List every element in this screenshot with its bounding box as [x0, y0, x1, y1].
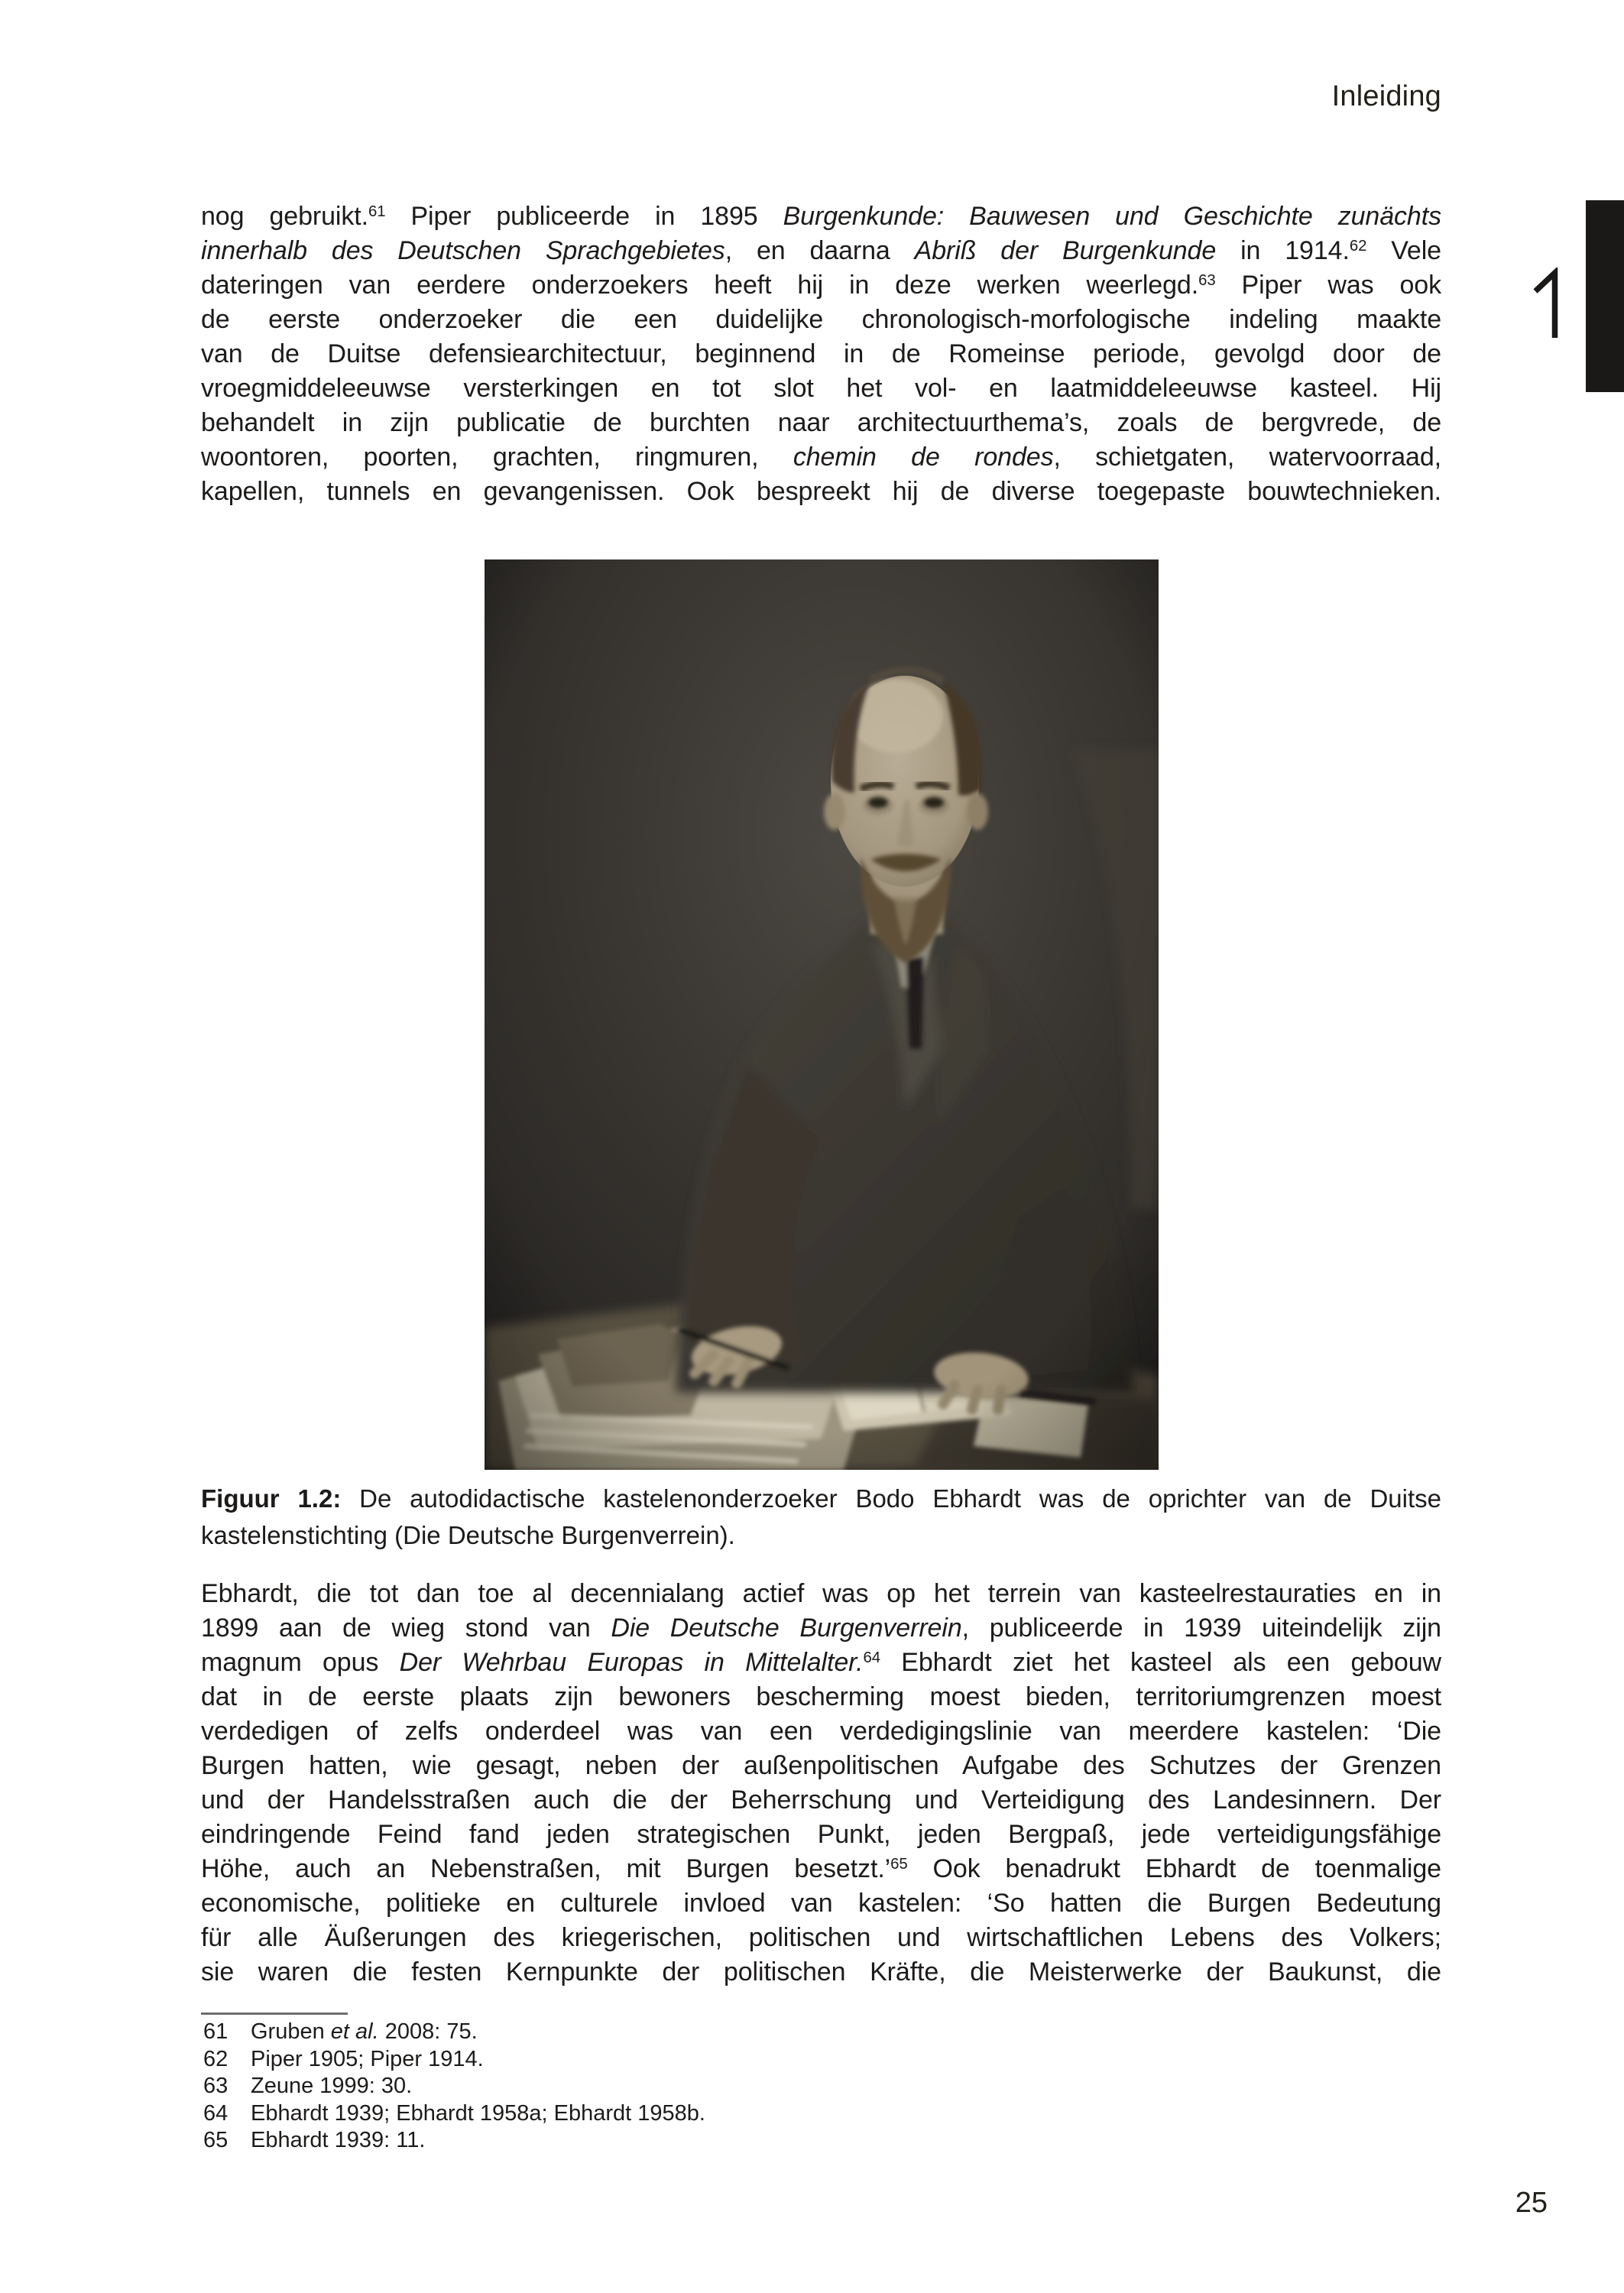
footnote-item: 63 Zeune 1999: 30. — [203, 2074, 413, 2099]
text-line: magnum opus Der Wehrbau Europas in Mittelalter.$^{64}$ Ebhardt ziet het kasteel als een gebouw — [201, 1648, 1442, 1677]
figure-photo-bodo-ebhardt — [485, 559, 1159, 1470]
text-line: dateringen van eerdere onderzoekers heeft hij in deze werken weerlegd.$^{63}$ Piper was ook — [201, 271, 1442, 300]
running-header: Inleiding — [1331, 80, 1441, 112]
page-number: 25 — [1515, 2187, 1548, 2219]
text-line: dat in de eerste plaats zijn bewoners bescherming moest bieden, territoriumgrenzen moest — [201, 1682, 1441, 1711]
text-line: innerhalb des Deutschen Sprachgebietes, en daarna Abriß der Burgenkunde in 1914.62 Vele — [201, 236, 1441, 265]
text-line: 1899 aan de wieg stond van Die Deutsche Burgenverrein, publiceerde in 1939 uiteindelijk zijn — [201, 1614, 1441, 1643]
footnote-item: 61 Gruben et al. 2008: 75. — [203, 2019, 478, 2044]
footnote-separator-rule — [201, 2012, 348, 2015]
text-line: vroegmiddeleeuwse versterkingen en tot slot het vol- en laatmiddeleeuwse kasteel. Hij — [201, 374, 1441, 403]
text-line: sie waren die festen Kernpunkte der politischen Kräfte, die Meisterwerke der Baukunst, die — [201, 1957, 1441, 1987]
text-line: woontoren, poorten, grachten, ringmuren, chemin de rondes, schietgaten, watervoorraad, — [201, 443, 1441, 472]
text-line: economische, politieke en culturele invloed van kastelen: ‘So hatten die Burgen Bedeutung — [201, 1889, 1441, 1918]
text-line: kastelenstichting (Die Deutsche Burgenverrein). — [201, 1521, 735, 1549]
footnote-item: 65 Ebhardt 1939: 11. — [203, 2128, 426, 2153]
text-line: kapellen, tunnels en gevangenissen. Ook bespreekt hij de diverse toegepaste bouwtechnieken. — [201, 477, 1441, 506]
text-line: de eerste onderzoeker die een duidelijke chronologisch-morfologische indeling maakte — [201, 305, 1441, 334]
chapter-number — [1530, 268, 1564, 339]
figure-caption — [201, 1481, 1441, 1554]
footnote-item: 64 Ebhardt 1939; Ebhardt 1958a; Ebhardt 1958b. — [203, 2100, 705, 2126]
text-line: van de Duitse defensiearchitectuur, beginnend in de Romeinse periode, gevolgd door de — [201, 339, 1441, 368]
text-line: nog gebruikt.$^{61}$ Piper publiceerde in 1895 Burgenkunde: Bauwesen und Geschichte zunächts — [201, 202, 1441, 231]
text-line: Höhe, auch an Nebenstraßen, mit Burgen besetzt.’$^{65}$ Ook benadrukt Ebhardt de toenmalige — [201, 1854, 1441, 1883]
text-line: für alle Äußerungen des kriegerischen, politischen und wirtschaftlichen Lebens des Volkers; — [201, 1923, 1441, 1952]
text-line: Ebhardt, die tot dan toe al decennialang actief was op het terrein van kasteelrestauraties en in — [201, 1579, 1441, 1608]
text-line: verdedigen of zelfs onderdeel was van een verdedigingslinie van meerdere kastelen: ‘Die — [201, 1717, 1441, 1746]
numeral-1-glyph — [1530, 268, 1564, 339]
body-paragraph-2 — [201, 1577, 1441, 1990]
body-paragraph-1 — [201, 199, 1441, 509]
text-line: eindringende Feind fand jeden strategischen Punkt, jeden Bergpaß, jede verteidigungsfähige — [201, 1820, 1441, 1849]
chapter-tab-bar — [1586, 200, 1624, 392]
text-line: Burgen hatten, wie gesagt, neben der außenpolitischen Aufgabe des Schutzes der Grenzen — [201, 1751, 1441, 1780]
footnotes-block — [203, 2019, 1350, 2155]
footnote-item: 62 Piper 1905; Piper 1914. — [203, 2046, 484, 2071]
text-line: und der Handelsstraßen auch die der Beherrschung und Verteidigung des Landesinnern. Der — [201, 1785, 1441, 1815]
portrait-photo-illustration — [485, 559, 1159, 1470]
text-line: behandelt in zijn publicatie de burchten naar architectuurthema’s, zoals de bergvrede, de — [201, 408, 1441, 437]
text-line: Figuur 1.2: De autodidactische kastelenonderzoeker Bodo Ebhardt was de oprichter van de Duitse — [201, 1484, 1441, 1513]
